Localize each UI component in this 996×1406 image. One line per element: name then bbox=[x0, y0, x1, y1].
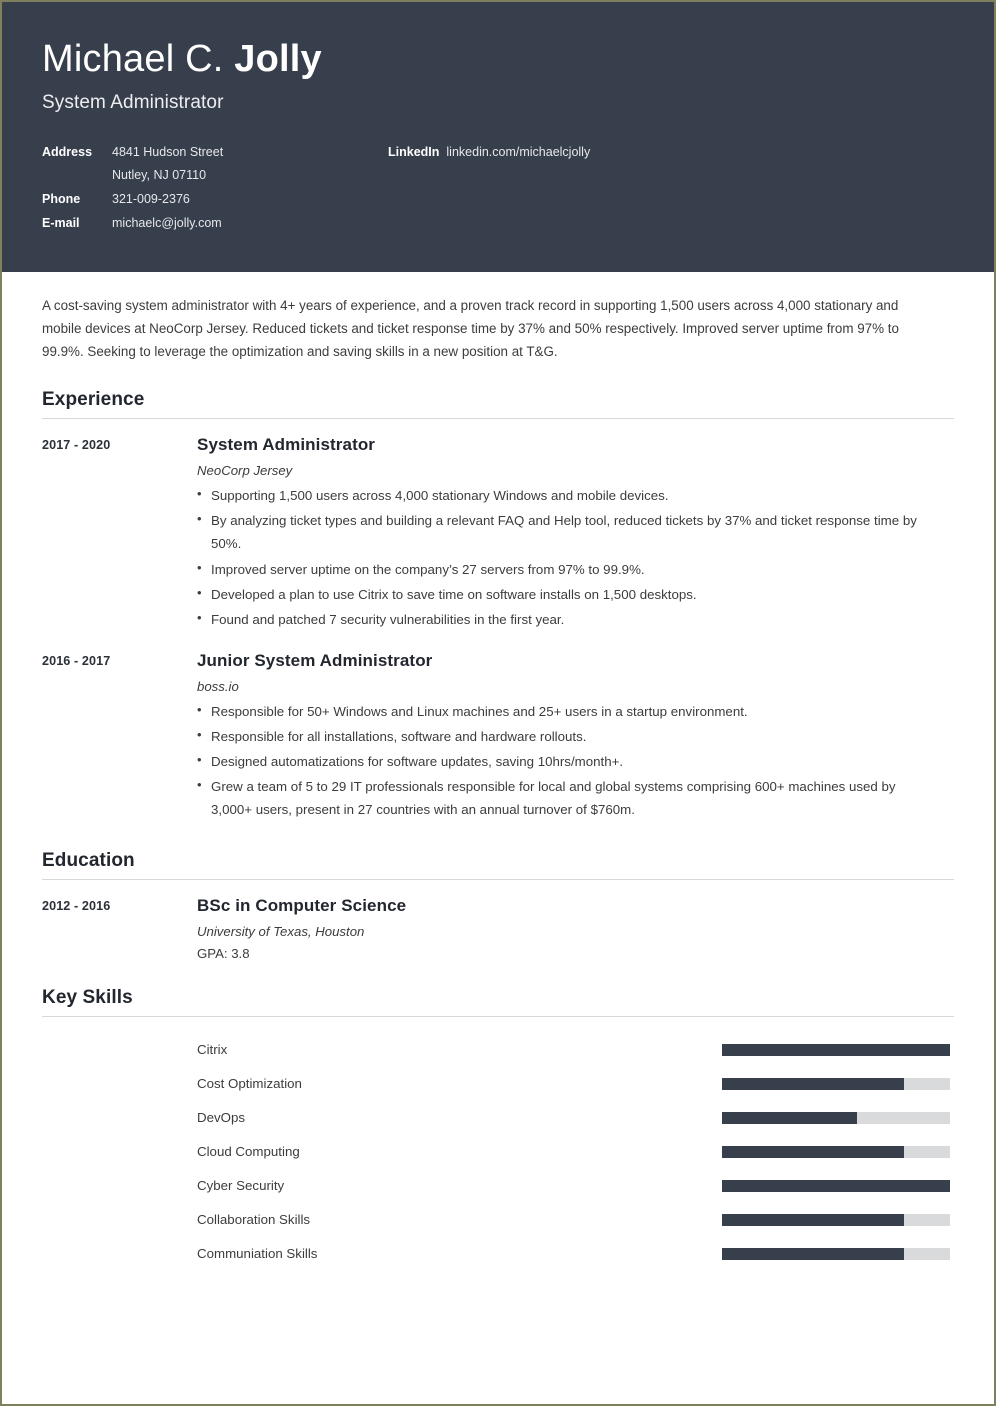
contact-block bbox=[42, 141, 954, 236]
skill-bar-fill bbox=[722, 1248, 904, 1260]
skill-row bbox=[197, 1101, 954, 1135]
address-line-2: Nutley, NJ 07110 bbox=[112, 168, 207, 183]
skill-row bbox=[197, 1067, 954, 1101]
entry-gpa: GPA: 3.8 bbox=[197, 945, 250, 961]
section-education bbox=[42, 850, 954, 961]
bullet-item: • Supporting 1,500 users across 4,000 stationary Windows and mobile devices. bbox=[197, 484, 954, 507]
section-divider bbox=[42, 1016, 954, 1017]
email-value[interactable]: michaelc@jolly.com bbox=[112, 215, 222, 230]
contact-row-address-2 bbox=[42, 164, 388, 188]
skill-bar-fill bbox=[722, 1146, 904, 1158]
skill-label: Cloud Computing bbox=[197, 1144, 300, 1160]
entry-dates: 2016 - 2017 bbox=[42, 653, 111, 668]
entry-organization: boss.io bbox=[197, 678, 239, 694]
skill-bar-fill bbox=[722, 1044, 950, 1056]
job-title: System Administrator bbox=[42, 91, 224, 113]
resume-header bbox=[2, 2, 994, 272]
skill-bar-track bbox=[722, 1112, 950, 1124]
section-divider bbox=[42, 879, 954, 880]
skill-label: DevOps bbox=[197, 1110, 246, 1126]
entry-bullet-list bbox=[197, 700, 954, 822]
contact-column-right bbox=[388, 141, 954, 236]
skill-bar-fill bbox=[722, 1180, 950, 1192]
skill-bar-track bbox=[722, 1078, 950, 1090]
summary-paragraph: A cost-saving system administrator with 4+ years of experience, and a proven track record in supporting 1,500 users across 4,000 stationary and mobile devices at NeoCorp Jersey. Reduced tickets and ticket response time by 37% and 50% respectively. Improved server uptime from 97% to 99.9%. Seeking to leverage the optimization and saving skills in a new position at T&G. bbox=[42, 298, 899, 360]
experience-entry bbox=[42, 651, 954, 824]
skill-label: Citrix bbox=[197, 1042, 228, 1058]
skill-row bbox=[197, 1237, 954, 1271]
section-key-skills bbox=[42, 987, 954, 1271]
skill-row bbox=[197, 1135, 954, 1169]
address-line-1: 4841 Hudson Street bbox=[112, 144, 224, 159]
contact-row-email bbox=[42, 212, 388, 236]
skill-bar-track bbox=[722, 1146, 950, 1158]
last-name: Jolly bbox=[234, 38, 322, 80]
resume-body bbox=[2, 294, 994, 1271]
email-label: E-mail bbox=[42, 215, 80, 230]
section-experience bbox=[42, 389, 954, 823]
entry-bullet-list bbox=[197, 484, 954, 631]
section-title-education: Education bbox=[42, 849, 135, 871]
skills-list bbox=[42, 1033, 954, 1271]
section-title-experience: Experience bbox=[42, 389, 145, 411]
section-divider bbox=[42, 418, 954, 419]
skill-row bbox=[197, 1203, 954, 1237]
bullet-item: • Designed automatizations for software updates, saving 10hrs/month+. bbox=[197, 750, 954, 773]
address-label: Address bbox=[42, 144, 93, 159]
entry-dates: 2017 - 2020 bbox=[42, 438, 111, 453]
page-title bbox=[42, 38, 954, 82]
bullet-item: • Responsible for 50+ Windows and Linux machines and 25+ users in a startup environment. bbox=[197, 700, 954, 723]
contact-row-address bbox=[42, 141, 388, 165]
skill-row bbox=[197, 1033, 954, 1067]
entry-main bbox=[197, 435, 954, 633]
linkedin-value[interactable]: linkedin.com/michaelcjolly bbox=[446, 144, 591, 159]
skill-bar-track bbox=[722, 1180, 950, 1192]
phone-label: Phone bbox=[42, 192, 81, 207]
skill-label: Collaboration Skills bbox=[197, 1212, 311, 1228]
bullet-item: • Developed a plan to use Citrix to save time on software installs on 1,500 desktops. bbox=[197, 583, 954, 606]
skill-label: Cost Optimization bbox=[197, 1076, 302, 1092]
skill-label: Cyber Security bbox=[197, 1178, 285, 1194]
skill-bar-track bbox=[722, 1044, 950, 1056]
skill-row bbox=[197, 1169, 954, 1203]
contact-row-linkedin bbox=[388, 141, 954, 165]
first-name: Michael C. bbox=[42, 38, 235, 80]
bullet-item: • By analyzing ticket types and building a relevant FAQ and Help tool, reduced tickets by 37% and ticket response time by 50%. bbox=[197, 509, 954, 555]
entry-role: Junior System Administrator bbox=[197, 650, 433, 670]
skill-bar-track bbox=[722, 1248, 950, 1260]
skill-bar-fill bbox=[722, 1112, 857, 1124]
bullet-item: • Grew a team of 5 to 29 IT professionals responsible for local and global systems comprising 600+ machines used by 3,000+ users, present in 27 countries with an annual turnover of $760m. bbox=[197, 775, 954, 821]
skill-bar-track bbox=[722, 1214, 950, 1226]
bullet-item: • Found and patched 7 security vulnerabilities in the first year. bbox=[197, 608, 954, 631]
entry-dates: 2012 - 2016 bbox=[42, 898, 111, 913]
phone-value: 321-009-2376 bbox=[112, 192, 190, 207]
skill-bar-fill bbox=[722, 1078, 904, 1090]
entry-role: System Administrator bbox=[197, 435, 376, 455]
section-title-key-skills: Key Skills bbox=[42, 986, 133, 1008]
contact-row-phone bbox=[42, 188, 388, 212]
entry-main bbox=[197, 896, 954, 961]
contact-column-left bbox=[42, 141, 388, 236]
entry-degree: BSc in Computer Science bbox=[197, 895, 407, 915]
entry-main bbox=[197, 651, 954, 824]
entry-organization: NeoCorp Jersey bbox=[197, 463, 293, 479]
education-entry bbox=[42, 896, 954, 961]
skill-bar-fill bbox=[722, 1214, 904, 1226]
entry-school: University of Texas, Houston bbox=[197, 923, 365, 939]
linkedin-label: LinkedIn bbox=[388, 144, 440, 159]
bullet-item: • Improved server uptime on the company’s 27 servers from 97% to 99.9%. bbox=[197, 558, 954, 581]
bullet-item: • Responsible for all installations, software and hardware rollouts. bbox=[197, 725, 954, 748]
experience-entry bbox=[42, 435, 954, 633]
skill-label: Communiation Skills bbox=[197, 1246, 318, 1262]
